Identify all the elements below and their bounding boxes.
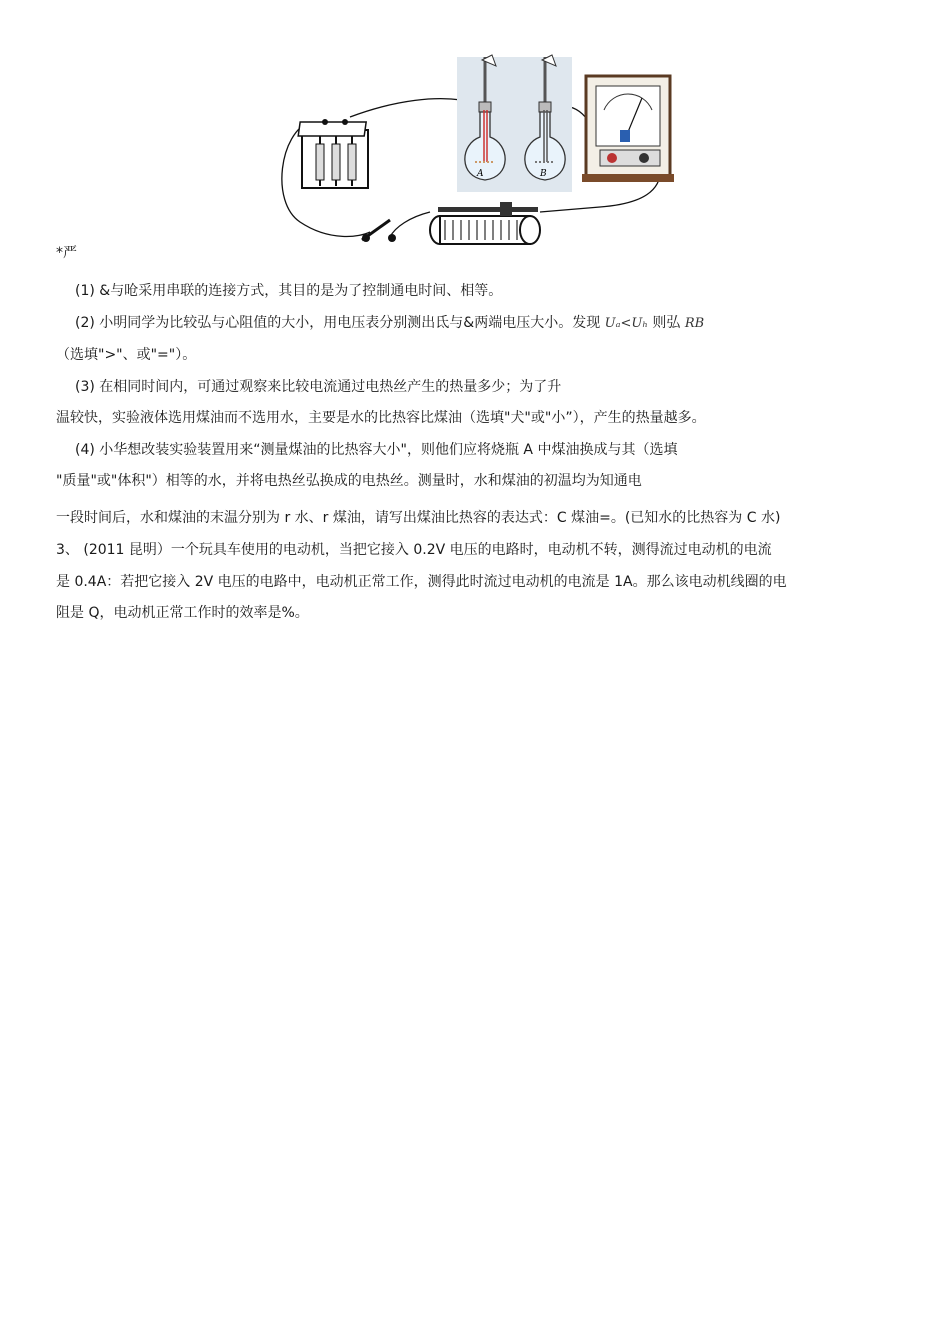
part-2-text: (2) 小明同学为比较弘与心阻值的大小，用电压表分别测出氐与&两端电压大小。发现	[75, 315, 605, 331]
part-2-text-mid: 则弘	[647, 315, 685, 331]
voltmeter-icon	[582, 76, 674, 182]
question-2-part-3-cont: 温较快，实验液体选用煤油而不选用水，主要是水的比热容比煤油（选填"犬"或"小”），产生的热量越多。	[56, 410, 706, 426]
rheostat-icon	[430, 202, 540, 244]
svg-text:A: A	[477, 169, 484, 179]
question-3-line-3: 阻是 Q，电动机正常工作时的效率是%。	[56, 605, 309, 621]
voltage-comparison: Uₐ<Uₕ	[604, 316, 648, 331]
circuit-apparatus-figure	[270, 52, 680, 246]
figure-caption: *严	[56, 245, 77, 261]
switch-icon	[362, 220, 396, 242]
question-2-part-3: (3) 在相同时间内，可通过观察来比较电流通过电热丝产生的热量多少；为了升	[75, 379, 562, 395]
battery-icon	[298, 119, 368, 188]
question-3-line-2: 是 0.4A：若把它接入 2V 电压的电路中，电动机正常工作，测得此时流过电动机的电流是 1A。那么该电动机线圈的电	[56, 574, 787, 590]
svg-text:B: B	[540, 169, 547, 179]
question-2-part-2	[75, 314, 704, 333]
resistance-symbol: RB	[684, 316, 705, 331]
question-2-part-4-cont-1: "质量"或"体积"）相等的水，并将电热丝弘换成的电热丝。测量时，水和煤油的初温均为知通电	[56, 473, 642, 489]
question-2-part-2-cont: （选填">"、或"="）。	[56, 347, 197, 363]
question-2-part-4: (4) 小华想改装实验装置用来“测量煤油的比热容大小"，则他们应将烧瓶 A 中煤油换成与其（选填	[75, 442, 678, 458]
question-2-part-4-cont-2: 一段时间后，水和煤油的末温分别为 r 水、r 煤油，请写出煤油比热容的表达式：C 煤油=。(已知水的比热容为 C 水)	[56, 510, 781, 526]
question-2-part-1: (1) &与呛采用串联的连接方式，其目的是为了控制通电时间、相等。	[75, 283, 503, 299]
question-3-line-1: 3、 (2011 昆明）一个玩具车使用的电动机，当把它接入 0.2V 电压的电路时，电动机不转，测得流过电动机的电流	[56, 542, 772, 558]
